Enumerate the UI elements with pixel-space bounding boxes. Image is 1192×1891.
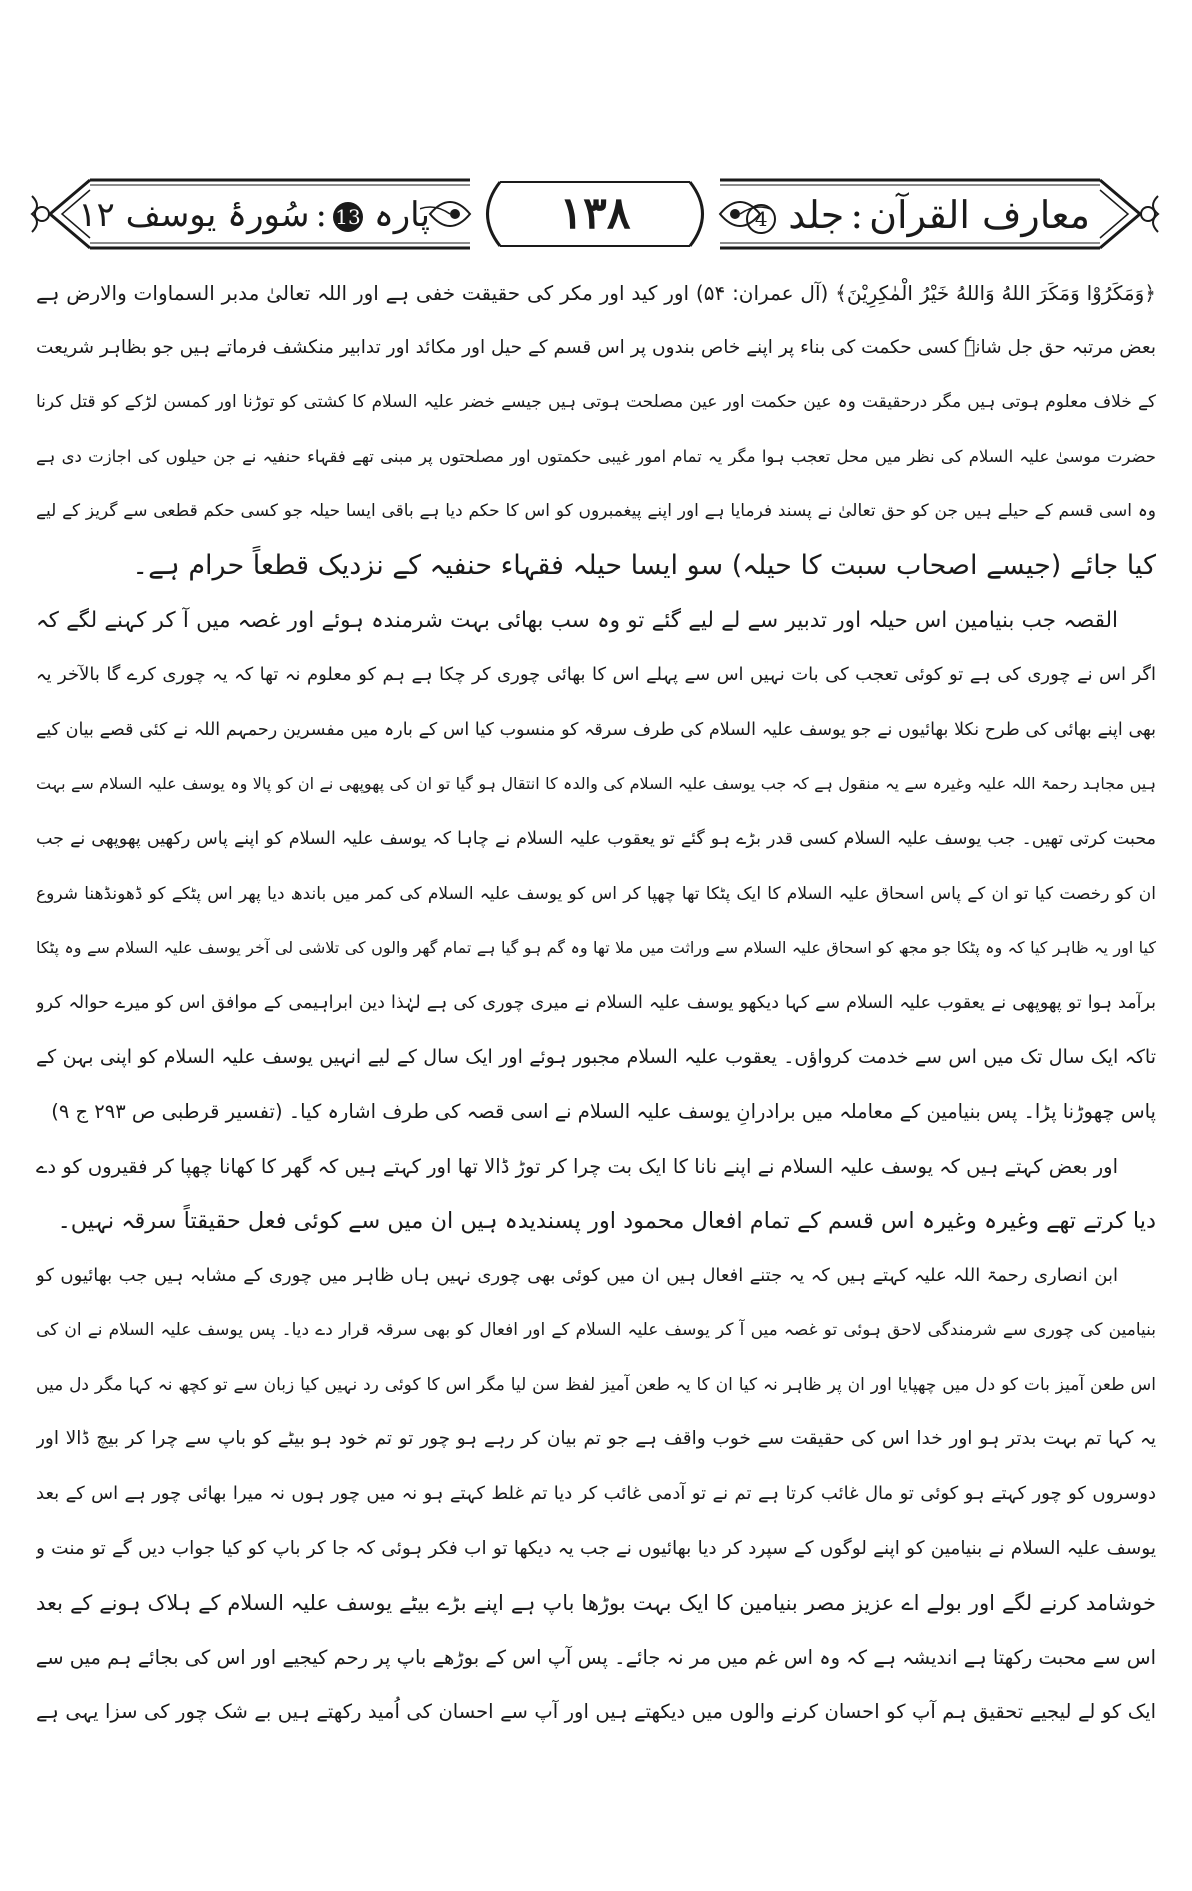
- text-line: محبت کرتی تھیں۔ جب یوسف علیہ السلام کسی قدر بڑے ہو گئے تو یعقوب علیہ السلام نے چاہا کہ یوسف علیہ السلام کو اپنے پاس رکھیں پھوپھی نے جب: [36, 828, 1156, 849]
- text-line: اور بعض کہتے ہیں کہ یوسف علیہ السلام نے اپنے نانا کا ایک بت چرا کر توڑ ڈالا تھا اور کہتے ہیں کہ گھر کا کھانا چھپا کر فقیروں کو دے: [36, 1154, 1118, 1178]
- para-surah-area: پارہ 13:سُورۂ یوسف ۱۲: [78, 195, 430, 235]
- page-header: [30, 176, 1160, 252]
- text-line: خوشامد کرنے لگے اور بولے اے عزیز مصر بنیامین کا ایک بہت بوڑھا باپ ہے اپنے بڑے بیٹے یوسف علیہ السلام کے ہلاک ہونے کے بعد: [36, 1591, 1156, 1616]
- page-number: ۱۳۸: [559, 188, 631, 239]
- text-line: بعض مرتبہ حق جل شانہٗ کسی حکمت کی بناء پر اپنے خاص بندوں پر اس قسم کے حیل اور مکائد اور تدابیر منکشف فرماتے ہیں جو بظاہر شریعت: [36, 336, 1156, 358]
- text-line: حضرت موسیٰ علیہ السلام کی نظر میں محل تعجب ہوا مگر یہ تمام امور غیبی حکمتوں اور مصلحتوں پر مبنی تھے فقہاء حنفیہ نے جن حیلوں کی اجازت دی ہے: [36, 446, 1156, 466]
- para-number: 13: [333, 202, 363, 232]
- text-line: ایک کو لے لیجیے تحقیق ہم آپ کو احسان کرنے والوں میں دیکھتے ہیں اور آپ سے احسان کی اُمید رکھتے ہیں بے شک چور کی سزا یہی ہے: [36, 1700, 1156, 1724]
- text-line: تاکہ ایک سال تک میں اس سے خدمت کرواؤں۔ یعقوب علیہ السلام مجبور ہوئے اور ایک سال کے لیے انہیں یوسف علیہ السلام کو اپنی بہن کے: [36, 1046, 1156, 1069]
- text-line: اس سے محبت رکھتا ہے اندیشہ ہے کہ وہ اس غم میں مر نہ جائے۔ پس آپ اس کے بوڑھے باپ پر رحم کیجیے اور اس کی بجائے ہم میں سے: [36, 1645, 1156, 1669]
- para-label: پارہ: [373, 195, 430, 235]
- text-line: دیا کرتے تھے وغیرہ وغیرہ اس قسم کے تمام افعال محمود اور پسندیدہ ہیں ان میں سے کوئی فعل حقیقتاً سرقہ نہیں۔: [57, 1208, 1156, 1235]
- text-line: کے خلاف معلوم ہوتی ہیں مگر درحقیقت وہ عین حکمت اور عین مصلحت ہوتی ہیں جیسے خضر علیہ السلام کا کشتی کو توڑنا اور کمسن لڑکے کو قتل کرنا: [36, 392, 1156, 413]
- text-line: برآمد ہوا تو پھوپھی نے یعقوب علیہ السلام سے کہا دیکھو یوسف علیہ السلام نے میری چوری کی ہے لہٰذا دین ابراہیمی کے موافق اس کو میرے حوالہ کرو: [36, 992, 1156, 1013]
- text-line: کیا جائے (جیسے اصحاب سبت کا حیلہ) سو ایسا حیلہ فقہاء حنفیہ کے نزدیک قطعاً حرام ہے۔: [132, 549, 1156, 581]
- surah-number: ۱۲: [78, 195, 115, 235]
- text-line: ہیں مجاہد رحمۃ اللہ علیہ وغیرہ سے یہ منقول ہے کہ جب یوسف علیہ السلام کی والدہ کا انتقال ہو گیا تو ان کی پھوپھی نے ان کو پالا وہ یوسف علیہ السلام سے بہت: [36, 774, 1156, 794]
- text-line: بھی اپنے بھائی کی طرح نکلا بھائیوں نے جو یوسف علیہ السلام کی طرف سرقہ کو منسوب کیا اس کے بارہ میں مفسرین رحمہم اللہ نے کئی قصے بیان کیے: [36, 719, 1156, 740]
- volume-label: جلد: [788, 193, 845, 237]
- text-line: بنیامین کی چوری سے شرمندگی لاحق ہوئی تو غصہ میں آ کر یوسف علیہ السلام کے اور افعال کو بھی سرقہ قرار دے دیا۔ پس یوسف علیہ السلام نے ان کی: [36, 1320, 1156, 1341]
- text-line: القصہ جب بنیامین اس حیلہ اور تدبیر سے لے لیے گئے تو وہ سب بھائی بہت شرمندہ ہوئے اور غصہ میں آ کر کہنے لگے کہ: [36, 607, 1118, 633]
- text-line: یوسف علیہ السلام نے بنیامین کو اپنے لوگوں کے سپرد کر دیا بھائیوں نے جب یہ دیکھا تو اب فکر ہوئی کہ جا کر باپ کو کیا جواب دیں گے تو منت و: [36, 1537, 1156, 1559]
- text-line: کیا اور یہ ظاہر کیا کہ وہ پٹکا جو مجھ کو اسحاق علیہ السلام سے وراثت میں ملا تھا وہ گم ہو گیا ہے تمام گھر والوں کی تلاشی لی آخر یوسف علیہ السلام سے وہ پٹکا: [36, 938, 1156, 958]
- surah-label: سُورۂ یوسف: [125, 195, 310, 235]
- book-title-area: معارف القرآن:جلد 4: [760, 190, 1090, 240]
- text-line: اس طعن آمیز بات کو دل میں چھپایا اور ان پر ظاہر نہ کیا ان کا یہ طعن آمیز لفظ سن لیا مگر اس کا کوئی رد نہیں کیا زبان سے تو کچھ نہ کہا مگر دل میں: [36, 1374, 1156, 1395]
- text-line: ان کو رخصت کیا تو ان کے پاس اسحاق علیہ السلام کا ایک پٹکا تھا چھپا کر اس کو یوسف علیہ السلام کی کمر میں باندھ دیا پھر اس پٹکے کو ڈھونڈھنا شروع: [36, 883, 1156, 904]
- text-line: ابن انصاری رحمۃ اللہ علیہ کہتے ہیں کہ یہ جتنے افعال ہیں ان میں کوئی بھی چوری نہیں ہاں ظاہر میں چوری کے مشابہ ہیں جب بھائیوں کو: [36, 1264, 1118, 1286]
- text-line: پاس چھوڑنا پڑا۔ پس بنیامین کے معاملہ میں برادرانِ یوسف علیہ السلام نے اسی قصہ کی طرف اشارہ کیا۔ (تفسیر قرطبی ص ۲۹۳ ج ۹): [51, 1099, 1156, 1123]
- book-title: معارف القرآن: [869, 193, 1090, 237]
- volume-number: 4: [746, 204, 776, 234]
- page-body: [36, 266, 1156, 1866]
- text-line: دوسروں کو چور کہتے ہو کوئی تو مال غائب کرتا ہے تم نے تو آدمی غائب کر دیا تم غلط کہتے ہو نہ میں چور ہوں نہ میرا بھائی چور ہے اس کے بعد: [36, 1483, 1156, 1505]
- text-line: ﴿وَمَكَرُوْا وَمَكَرَ اللهُ وَاللهُ خَيْرُ الْمٰكِرِيْنَ﴾ (آل عمران: ۵۴) اور کید اور مکر کی حقیقت خفی ہے اور اللہ تعالیٰ مدبر السماوات والارض ہے: [36, 281, 1156, 305]
- text-line: یہ کہا تم بہت بدتر ہو اور خدا اس کی حقیقت سے خوب واقف ہے جو تم بیان کر رہے ہو چور تو تم خود ہو بیٹے کو باپ سے چرا کر بیچ ڈالا اور: [36, 1428, 1156, 1450]
- text-line: اگر اس نے چوری کی ہے تو کوئی تعجب کی بات نہیں اس سے پہلے اس کا بھائی چوری کر چکا ہے ہم کو معلوم نہ تھا کہ یہ چوری کرے گا بالآخر یہ: [36, 664, 1156, 686]
- text-line: وہ اسی قسم کے حیلے ہیں جن کو حق تعالیٰ نے پسند فرمایا ہے اور اپنے پیغمبروں کو اس کا حکم دیا ہے باقی ایسا حیلہ جو کسی حکم قطعی سے گریز کے لیے: [36, 501, 1156, 522]
